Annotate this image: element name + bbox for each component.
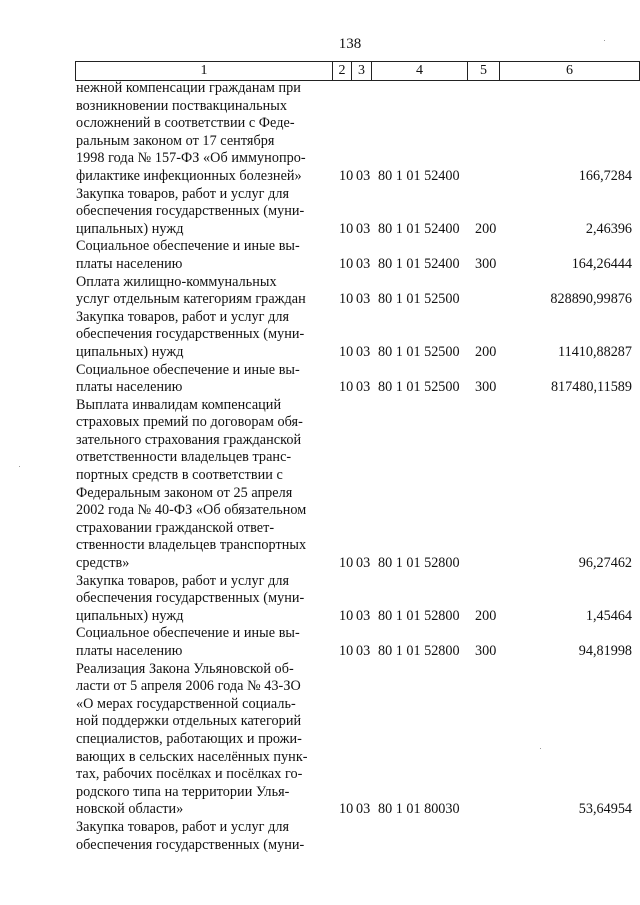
razdel-code: 10 — [339, 607, 354, 624]
podrazdel-code: 03 — [356, 379, 371, 396]
header-col-3: 3 — [352, 62, 372, 80]
razdel-code: 10 — [339, 167, 354, 184]
table-row — [76, 238, 640, 273]
header-col-5: 5 — [468, 62, 500, 80]
target-article-code: 80 1 01 52800 — [378, 643, 460, 659]
row-codes — [339, 555, 502, 573]
row-description: Закупка товаров, работ и услуг для обеспечения государственных (муни- ципальных) нужд — [76, 308, 305, 360]
row-codes — [339, 379, 502, 397]
razdel-code: 10 — [339, 343, 354, 360]
row-description: Закупка товаров, работ и услуг для обеспечения государственных (муни- — [76, 818, 305, 853]
expense-type-code: 200 — [475, 220, 497, 237]
row-description: Социальное обеспечение и иные вы- платы населению — [76, 238, 300, 272]
target-article-code: 80 1 01 52400 — [378, 220, 460, 237]
target-article-code: 80 1 01 80030 — [378, 801, 460, 818]
podrazdel-code: 03 — [356, 643, 371, 659]
row-amount: 53,64954 — [578, 801, 632, 818]
podrazdel-code: 03 — [356, 255, 371, 272]
row-codes — [339, 643, 502, 661]
razdel-code: 10 — [339, 291, 354, 308]
razdel-code: 10 — [339, 379, 354, 396]
row-amount: 166,7284 — [578, 167, 632, 184]
expense-type-code: 300 — [475, 379, 497, 396]
row-amount: 2,46396 — [585, 220, 632, 237]
table-row — [76, 362, 640, 397]
row-amount: 164,26444 — [571, 255, 632, 272]
scan-speck — [604, 40, 605, 41]
razdel-code: 10 — [339, 255, 354, 272]
row-amount: 828890,99876 — [550, 291, 632, 308]
row-description: Социальное обеспечение и иные вы- платы населению — [76, 625, 300, 659]
podrazdel-code: 03 — [356, 607, 371, 624]
podrazdel-code: 03 — [356, 343, 371, 360]
expense-type-code: 200 — [475, 343, 497, 360]
table-row — [76, 573, 640, 626]
row-amount: 94,81998 — [578, 643, 632, 659]
table-row — [76, 309, 640, 362]
row-amount: 817480,11589 — [550, 379, 632, 396]
table-row — [76, 625, 640, 660]
row-codes — [339, 168, 502, 186]
expense-type-code: 300 — [475, 255, 497, 272]
row-codes — [339, 256, 502, 274]
razdel-code: 10 — [339, 555, 354, 572]
header-col-1: 1 — [75, 62, 333, 80]
row-codes — [339, 837, 502, 855]
expense-type-code: 300 — [475, 643, 497, 659]
page-number: 138 — [338, 36, 362, 52]
target-article-code: 80 1 01 52500 — [378, 379, 460, 396]
expense-type-code: 200 — [475, 607, 497, 624]
row-description: Социальное обеспечение и иные вы- платы населению — [76, 361, 300, 396]
row-codes — [339, 801, 502, 819]
budget-table-body — [76, 80, 640, 854]
row-description: Оплата жилищно-коммунальных услуг отдельным категориям граждан — [76, 273, 306, 308]
podrazdel-code: 03 — [356, 167, 371, 184]
razdel-code: 10 — [339, 801, 354, 818]
row-amount: 11410,88287 — [558, 343, 632, 360]
podrazdel-code: 03 — [356, 220, 371, 237]
row-description: Реализация Закона Ульяновской об- ласти от 5 апреля 2006 года № 43-ЗО «О мерах государственной социаль- ной поддержки отдельных категорий специалистов, работающих и прожи- вающих в сельских населённых пунк- тах, рабочих посёлках и посёлках го- родского типа на территории Улья- новской области» — [76, 660, 308, 818]
table-row — [76, 819, 640, 854]
target-article-code: 80 1 01 52400 — [378, 255, 460, 272]
row-description: Закупка товаров, работ и услуг для обеспечения государственных (муни- ципальных) нужд — [76, 185, 305, 237]
row-codes — [339, 221, 502, 239]
table-row — [76, 274, 640, 309]
row-description: Закупка товаров, работ и услуг для обеспечения государственных (муни- ципальных) нужд — [76, 572, 305, 624]
header-col-6: 6 — [500, 62, 640, 80]
row-description: нежной компенсации гражданам при возникновении поствакцинальных осложнений в соответствии с Феде- ральным законом от 17 сентября 1998 года № 157-ФЗ «Об иммунопро- филактике инфекционных болезней» — [76, 80, 306, 184]
podrazdel-code: 03 — [356, 555, 371, 572]
table-header — [75, 61, 640, 81]
table-row — [76, 80, 640, 186]
row-description: Выплата инвалидам компенсаций страховых премий по договорам обя- зательного страхования гражданской ответственности владельцев транс- портных средств в соответствии с Федеральным законом от 25 апреля 2002 года № 40-ФЗ «Об обязательном страховании гражданской ответ- ственности владельцев транспортных средств» — [76, 396, 307, 572]
target-article-code: 80 1 01 52800 — [378, 607, 460, 624]
row-codes — [339, 608, 502, 626]
razdel-code: 10 — [339, 220, 354, 237]
scan-speck — [540, 748, 541, 749]
scan-speck — [19, 466, 20, 467]
target-article-code: 80 1 01 52400 — [378, 167, 460, 184]
table-row — [76, 397, 640, 573]
target-article-code: 80 1 01 52500 — [378, 343, 460, 360]
table-row — [76, 661, 640, 819]
podrazdel-code: 03 — [356, 291, 371, 308]
header-col-2: 2 — [333, 62, 352, 80]
target-article-code: 80 1 01 52800 — [378, 555, 460, 572]
row-amount: 1,45464 — [585, 607, 632, 624]
header-col-4: 4 — [372, 62, 468, 80]
podrazdel-code: 03 — [356, 801, 371, 818]
row-codes — [339, 291, 502, 309]
row-amount: 96,27462 — [578, 555, 632, 572]
table-row — [76, 186, 640, 239]
row-codes — [339, 344, 502, 362]
target-article-code: 80 1 01 52500 — [378, 291, 460, 308]
razdel-code: 10 — [339, 643, 354, 659]
